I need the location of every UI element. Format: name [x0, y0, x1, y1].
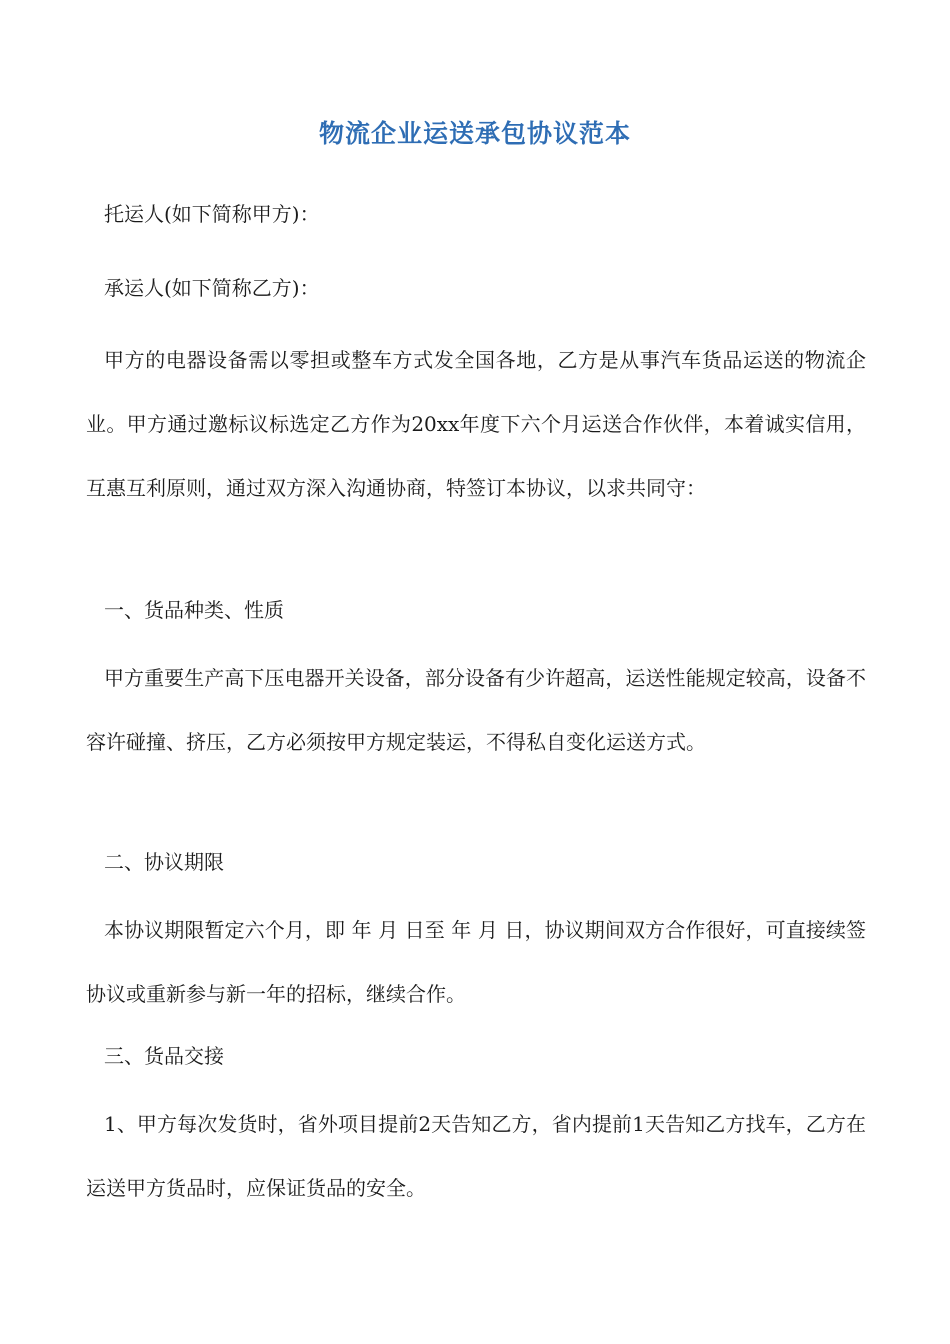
section-1-heading: 一、货品种类、性质 — [104, 598, 284, 622]
intro-paragraph: 甲方的电器设备需以零担或整车方式发全国各地，乙方是从事汽车货品运送的物流企业。甲方通过邀标议标选定乙方作为20xx年度下六个月运送合作伙伴，本着诚实信用，互惠互利原则，通过双方深入沟通协商，特签订本协议，以求共同守： — [86, 348, 866, 500]
section-2-heading: 二、协议期限 — [104, 850, 224, 874]
section-3-heading: 三、货品交接 — [104, 1044, 224, 1068]
document-title: 物流企业运送承包协议范本 — [318, 119, 631, 148]
section-2-paragraph: 本协议期限暂定六个月，即 年 月 日至 年 月 日，协议期间双方合作很好，可直接续签协议或重新参与新一年的招标，继续合作。 — [86, 918, 866, 1006]
section-3-item-1: 1、甲方每次发货时，省外项目提前2天告知乙方，省内提前1天告知乙方找车，乙方在运送甲方货品时，应保证货品的安全。 — [86, 1112, 866, 1200]
party-a-line: 托运人(如下简称甲方)： — [104, 202, 320, 226]
party-b-line: 承运人(如下简称乙方)： — [104, 276, 320, 300]
section-1-paragraph: 甲方重要生产高下压电器开关设备，部分设备有少许超高，运送性能规定较高，设备不容许碰撞、挤压，乙方必须按甲方规定装运，不得私自变化运送方式。 — [86, 666, 866, 754]
